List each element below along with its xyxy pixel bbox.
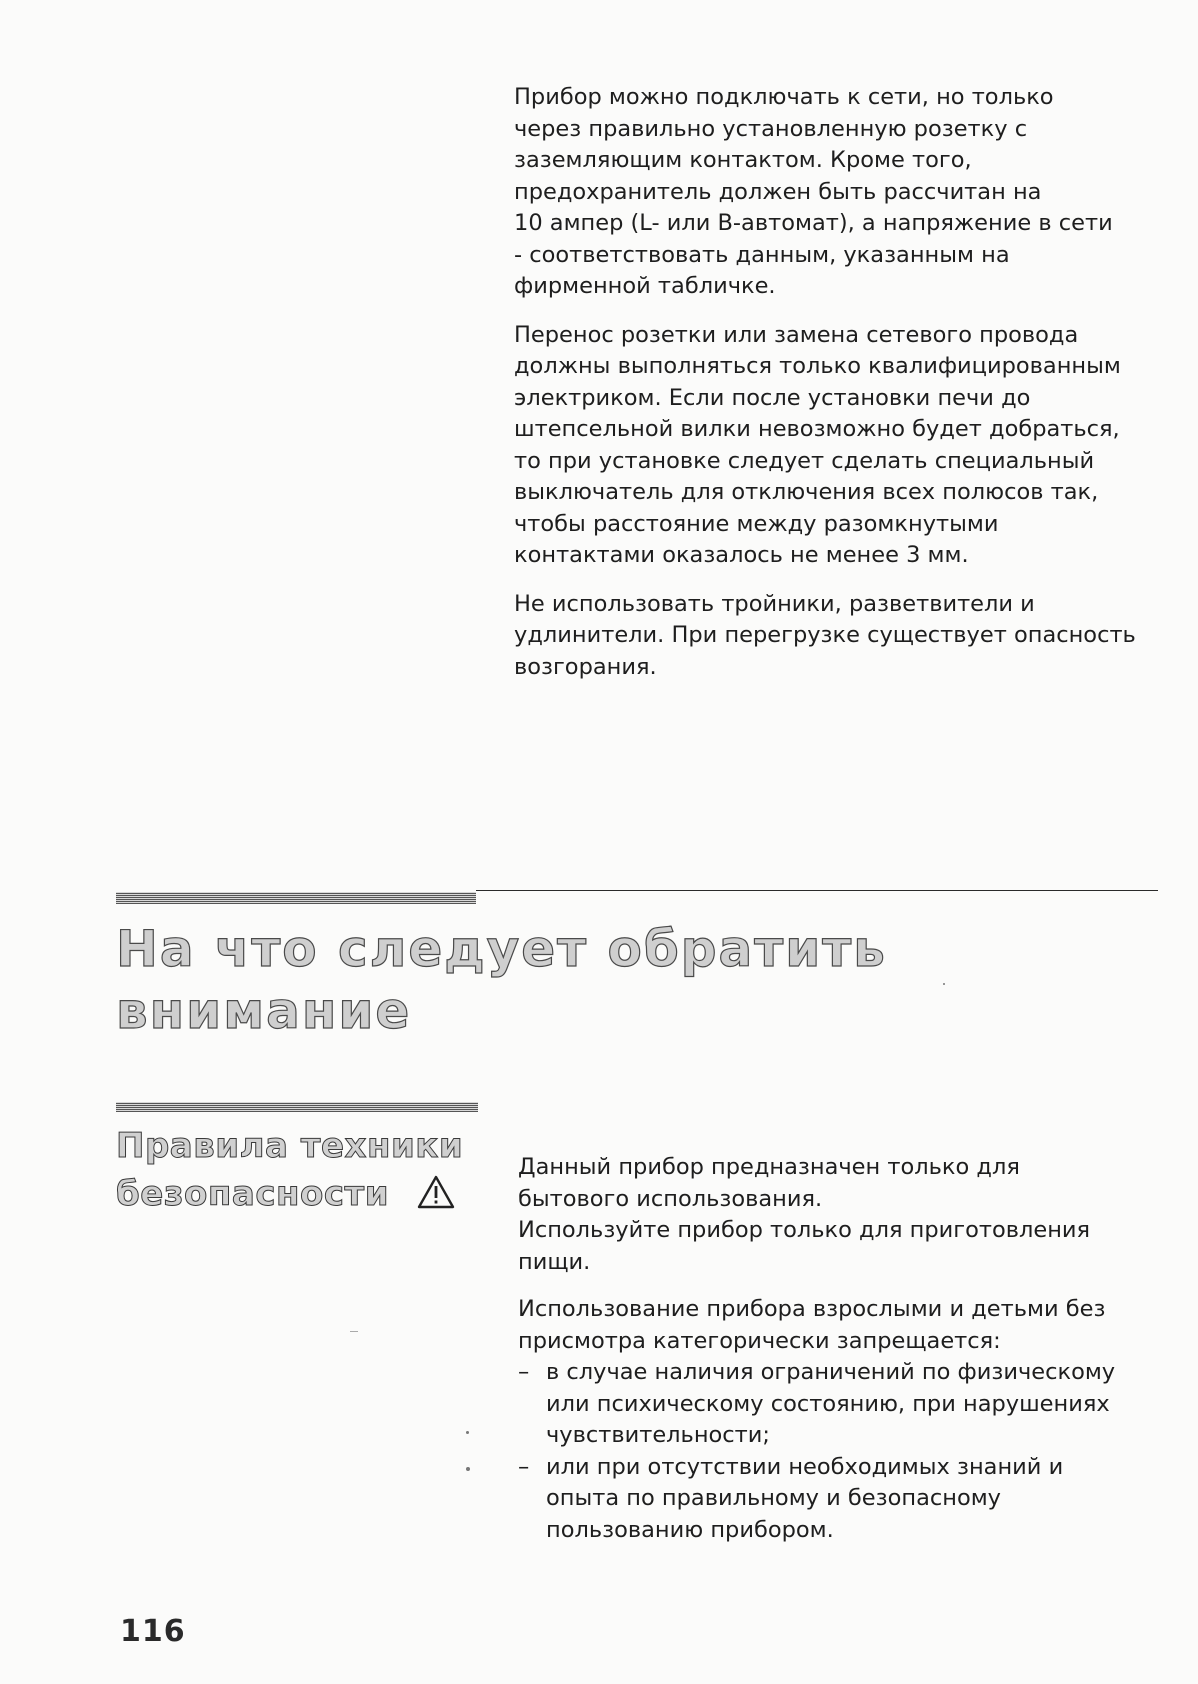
intro-paragraph: Прибор можно подключать к сети, но только через правильно установленную розетку с заземляющим контактом. Кроме того, предохранитель должен быть рассчитан на 10 ампер (L- или B-автомат), а напряжение в сети - соответствовать данным, указанным на фирменной табличке.	[514, 84, 1113, 299]
text-line: или психическому состоянию, при нарушениях	[546, 1390, 1110, 1417]
text-line: пищи.	[518, 1248, 591, 1275]
text-line: чувствительности;	[546, 1422, 770, 1448]
text-line: или при отсутствии необходимых знаний и	[546, 1453, 1064, 1480]
safety-heading-line: Правила техники	[116, 1126, 464, 1166]
warning-triangle-icon	[417, 1174, 455, 1208]
list-dash: –	[518, 1453, 530, 1480]
subsection-divider-hatched	[116, 1102, 478, 1112]
list-item	[518, 1357, 1158, 1452]
scan-speck	[350, 1331, 358, 1332]
text-line: Данный прибор предназначен только для	[518, 1154, 1020, 1180]
scan-speck	[466, 1431, 469, 1434]
safety-heading-text: безопасности	[116, 1174, 390, 1214]
text-line: в случае наличия ограничений по физическому	[546, 1359, 1116, 1385]
text-line: Использование прибора взрослыми и детьми без	[518, 1296, 1106, 1322]
text-line: опыта по правильному и безопасному	[546, 1485, 1001, 1511]
text-line: пользованию прибором.	[546, 1516, 834, 1543]
safety-text-block	[518, 1152, 1158, 1546]
page-number: 116	[120, 1614, 186, 1649]
intro-text-block	[514, 82, 1164, 700]
section-divider-hatched	[116, 892, 476, 904]
intro-paragraph: Не использовать тройники, разветвители и удлинители. При перегрузке существует опасность возгорания.	[514, 590, 1136, 680]
intro-paragraph: Перенос розетки или замена сетевого провода должны выполняться только квалифицированным электриком. Если после установки печи до штепсельной вилки невозможно будет добраться, то при установке следует сделать специальный выключатель для отключения всех полюсов так, чтобы расстояние между разомкнутыми контактами оказалось не менее 3 мм.	[514, 321, 1121, 568]
text-line: присмотра категорически запрещается:	[518, 1327, 1001, 1354]
section-title: На что следует обратить внимание	[116, 920, 887, 1040]
scan-speck	[943, 983, 945, 985]
safety-paragraph	[518, 1294, 1158, 1357]
safety-heading-line-with-icon	[116, 1170, 463, 1218]
scan-speck	[466, 1467, 470, 1471]
text-line: бытового использования.	[518, 1185, 823, 1212]
text-line: Используйте прибор только для приготовления	[518, 1217, 1091, 1243]
safety-paragraph	[518, 1152, 1158, 1278]
safety-list	[518, 1357, 1158, 1546]
list-item	[518, 1452, 1158, 1547]
list-dash: –	[518, 1359, 530, 1385]
section-divider-line	[476, 890, 1158, 891]
safety-heading	[116, 1122, 463, 1218]
